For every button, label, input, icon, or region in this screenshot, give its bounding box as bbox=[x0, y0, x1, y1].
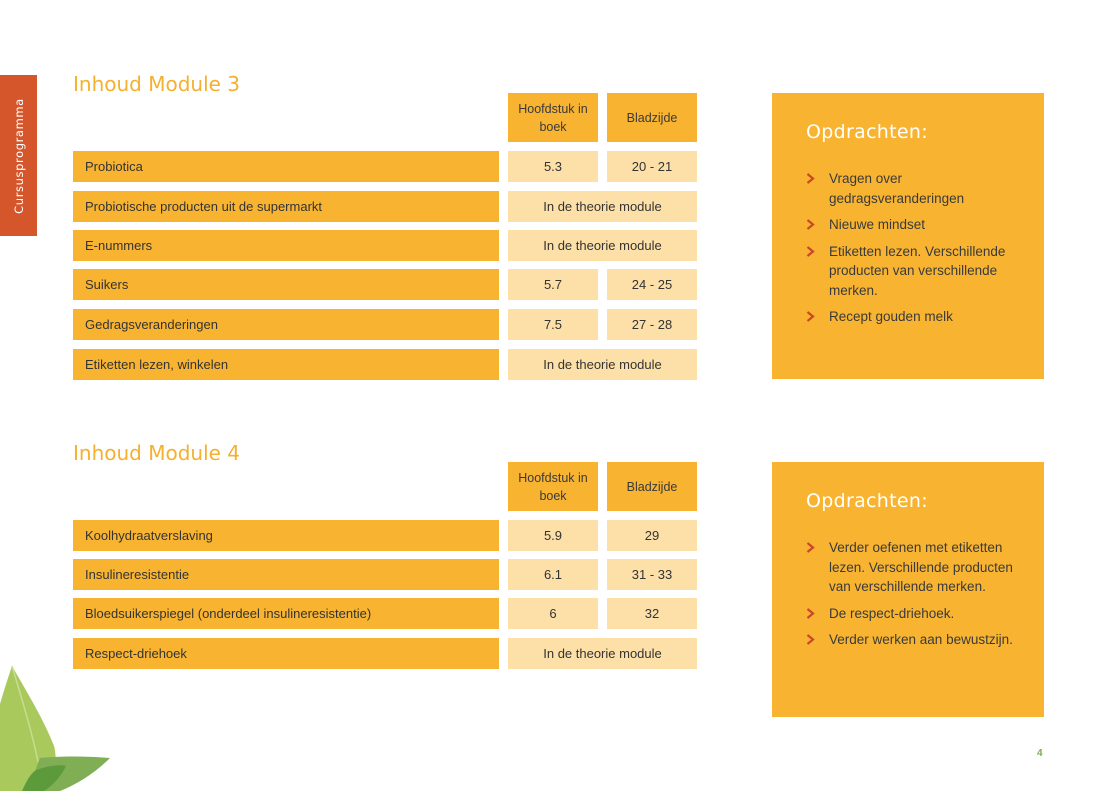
list-item-text: Verder oefenen met etiketten lezen. Verschillende producten van verschillende merken. bbox=[829, 540, 1013, 594]
list-item-text: Nieuwe mindset bbox=[829, 217, 926, 232]
assignments-title: Opdrachten: bbox=[806, 121, 928, 143]
row-label: Koolhydraatverslaving bbox=[73, 520, 499, 551]
list-item-text: Recept gouden melk bbox=[829, 309, 953, 324]
assignments-list bbox=[806, 169, 1024, 327]
chevron-right-icon bbox=[806, 608, 815, 619]
list-item bbox=[806, 307, 1024, 327]
row-label: Probiotische producten uit de supermarkt bbox=[73, 191, 499, 222]
list-item-text: Verder werken aan bewustzijn. bbox=[829, 632, 1013, 647]
chevron-right-icon bbox=[806, 634, 815, 645]
row-label: Respect-driehoek bbox=[73, 638, 499, 669]
chevron-right-icon bbox=[806, 246, 815, 257]
list-item-text: Etiketten lezen. Verschillende producten van verschillende merken. bbox=[829, 243, 1006, 298]
row-label: Insulineresistentie bbox=[73, 559, 499, 590]
row-page: 20 - 21 bbox=[607, 151, 697, 182]
list-item-text: De respect-driehoek. bbox=[829, 605, 955, 621]
row-label: E-nummers bbox=[73, 230, 499, 261]
header-chapter: Hoofdstuk in boek bbox=[508, 93, 598, 142]
assignments-title: Opdrachten: bbox=[806, 490, 928, 512]
row-label: Bloedsuikerspiegel (onderdeel insulineresistentie) bbox=[73, 598, 499, 629]
list-item bbox=[806, 630, 1024, 650]
header-chapter: Hoofdstuk in boek bbox=[508, 462, 598, 511]
module-3-assignments-panel bbox=[772, 93, 1044, 379]
row-page: 29 bbox=[607, 520, 697, 551]
module-4-assignments-panel bbox=[772, 462, 1044, 717]
row-chapter: 6 bbox=[508, 598, 598, 629]
list-item bbox=[806, 538, 1024, 597]
row-chapter: 5.7 bbox=[508, 269, 598, 300]
row-page: 32 bbox=[607, 598, 697, 629]
row-theory-note: In de theorie module bbox=[508, 230, 697, 261]
row-page: 24 - 25 bbox=[607, 269, 697, 300]
side-tab-label: Cursusprogramma bbox=[11, 97, 26, 214]
list-item bbox=[806, 169, 1024, 208]
row-chapter: 7.5 bbox=[508, 309, 598, 340]
list-item bbox=[806, 215, 1024, 235]
module-3-title: Inhoud Module 3 bbox=[73, 72, 241, 96]
chevron-right-icon bbox=[806, 542, 815, 553]
row-chapter: 5.3 bbox=[508, 151, 598, 182]
side-tab bbox=[0, 75, 37, 236]
row-label: Etiketten lezen, winkelen bbox=[73, 349, 499, 380]
list-item bbox=[806, 242, 1024, 301]
header-page: Bladzijde bbox=[607, 93, 697, 142]
row-theory-note: In de theorie module bbox=[508, 191, 697, 222]
list-item-text: Vragen over gedragsveranderingen bbox=[829, 171, 965, 206]
row-chapter: 6.1 bbox=[508, 559, 598, 590]
row-page: 31 - 33 bbox=[607, 559, 697, 590]
header-page: Bladzijde bbox=[607, 462, 697, 511]
row-label: Probiotica bbox=[73, 151, 499, 182]
chevron-right-icon bbox=[806, 219, 815, 230]
row-label: Suikers bbox=[73, 269, 499, 300]
row-theory-note: In de theorie module bbox=[508, 638, 697, 669]
list-item bbox=[806, 604, 1024, 624]
chevron-right-icon bbox=[806, 311, 815, 322]
row-chapter: 5.9 bbox=[508, 520, 598, 551]
chevron-right-icon bbox=[806, 173, 815, 184]
row-theory-note: In de theorie module bbox=[508, 349, 697, 380]
row-label: Gedragsveranderingen bbox=[73, 309, 499, 340]
leaf-icon bbox=[0, 660, 120, 791]
page-number: 4 bbox=[1037, 748, 1043, 759]
assignments-list bbox=[806, 538, 1024, 650]
row-page: 27 - 28 bbox=[607, 309, 697, 340]
module-4-title: Inhoud Module 4 bbox=[73, 441, 241, 465]
